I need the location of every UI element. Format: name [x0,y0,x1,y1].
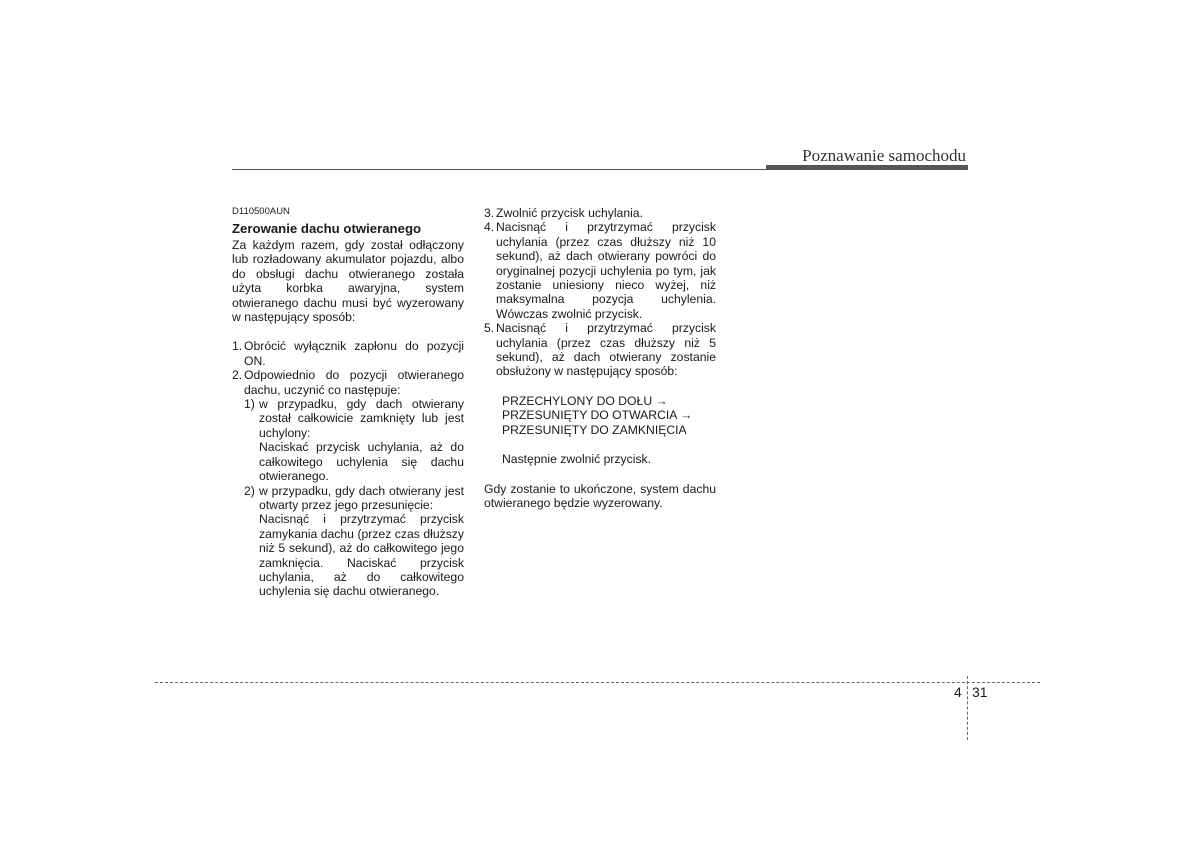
step-text: Nacisnąć i przytrzymać przycisk uchylania (przez czas dłuższy niż 5 sekund), aż dach otwierany zostanie obsłużony w następujący sposób: [496,321,716,379]
header-rule-accent [766,165,968,170]
spacer [484,437,716,452]
step-number: 2. [232,368,243,383]
spacer [232,324,464,339]
substep-number: 2) [244,483,255,498]
header-rule [232,169,766,170]
step-4 [484,220,716,321]
page-divider [967,676,968,740]
substep-1 [244,397,464,440]
sequence-line-1: PRZECHYLONY DO DOŁU → [502,393,668,408]
substep-2 [244,484,464,513]
step-5 [484,321,716,379]
step-2 [232,368,464,397]
right-column [484,206,716,510]
footer-rule [155,682,1040,683]
step-text: Zwolnić przycisk uchylania. [496,206,643,220]
substep-text: w przypadku, gdy dach otwierany został całkowicie zamknięty lub jest uchylony: [259,397,464,440]
step-text: Odpowiednio do pozycji otwieranego dachu, uczynić co następuje: [244,368,464,397]
substep-number: 1) [244,397,255,412]
step-number: 3. [484,206,495,220]
page-number: 31 [972,684,988,700]
step-number: 1. [232,339,243,354]
section-code: D110500AUN [232,206,290,217]
chapter-number: 4 [954,684,962,700]
step-number: 5. [484,321,495,336]
substep-1-detail: Naciskać przycisk uchylania, aż do całkowitego uchylenia się dachu otwieranego. [259,440,464,484]
section-title: Zerowanie dachu otwieranego [232,221,422,236]
spacer [484,467,716,482]
release-instruction: Następnie zwolnić przycisk. [502,452,652,467]
intro-paragraph: Za każdym razem, gdy został odłączony lub rozładowany akumulator pojazdu, albo do obsługi dachu otwieranego została użyta korbka awaryjna, system otwieranego dachu musi być wyzerowany w następujący sposób: [232,238,464,325]
left-column [232,206,464,599]
step-1 [232,339,464,368]
header-title: Poznawanie samochodu [802,146,966,165]
sequence-line-3: PRZESUNIĘTY DO ZAMKNIĘCIA [502,422,687,437]
step-text: Nacisnąć i przytrzymać przycisk uchylania (przez czas dłuższy niż 10 sekund), aż dach otwierany powróci do oryginalnej pozycji uchylenia po tym, jak zostanie uniesiony nieco wyżej, niż maksymalna pozycja uchylenia. Wówczas zwolnić przycisk. [496,220,716,321]
conclusion-paragraph: Gdy zostanie to ukończone, system dachu otwieranego będzie wyzerowany. [484,481,716,510]
substep-text: w przypadku, gdy dach otwierany jest otwarty przez jego przesunięcie: [259,483,464,512]
step-text: Obrócić wyłącznik zapłonu do pozycji ON. [244,339,464,368]
substep-2-detail: Nacisnąć i przytrzymać przycisk zamykania dachu (przez czas dłuższy niż 5 sekund), aż do całkowitego jego zamknięcia. Naciskać przycisk uchylania, aż do całkowitego uchylenia się dachu otwieranego. [259,512,464,599]
step-number: 4. [484,220,495,235]
step-3 [484,206,716,220]
sequence-line-2: PRZESUNIĘTY DO OTWARCIA → [502,408,693,423]
spacer [484,379,716,394]
